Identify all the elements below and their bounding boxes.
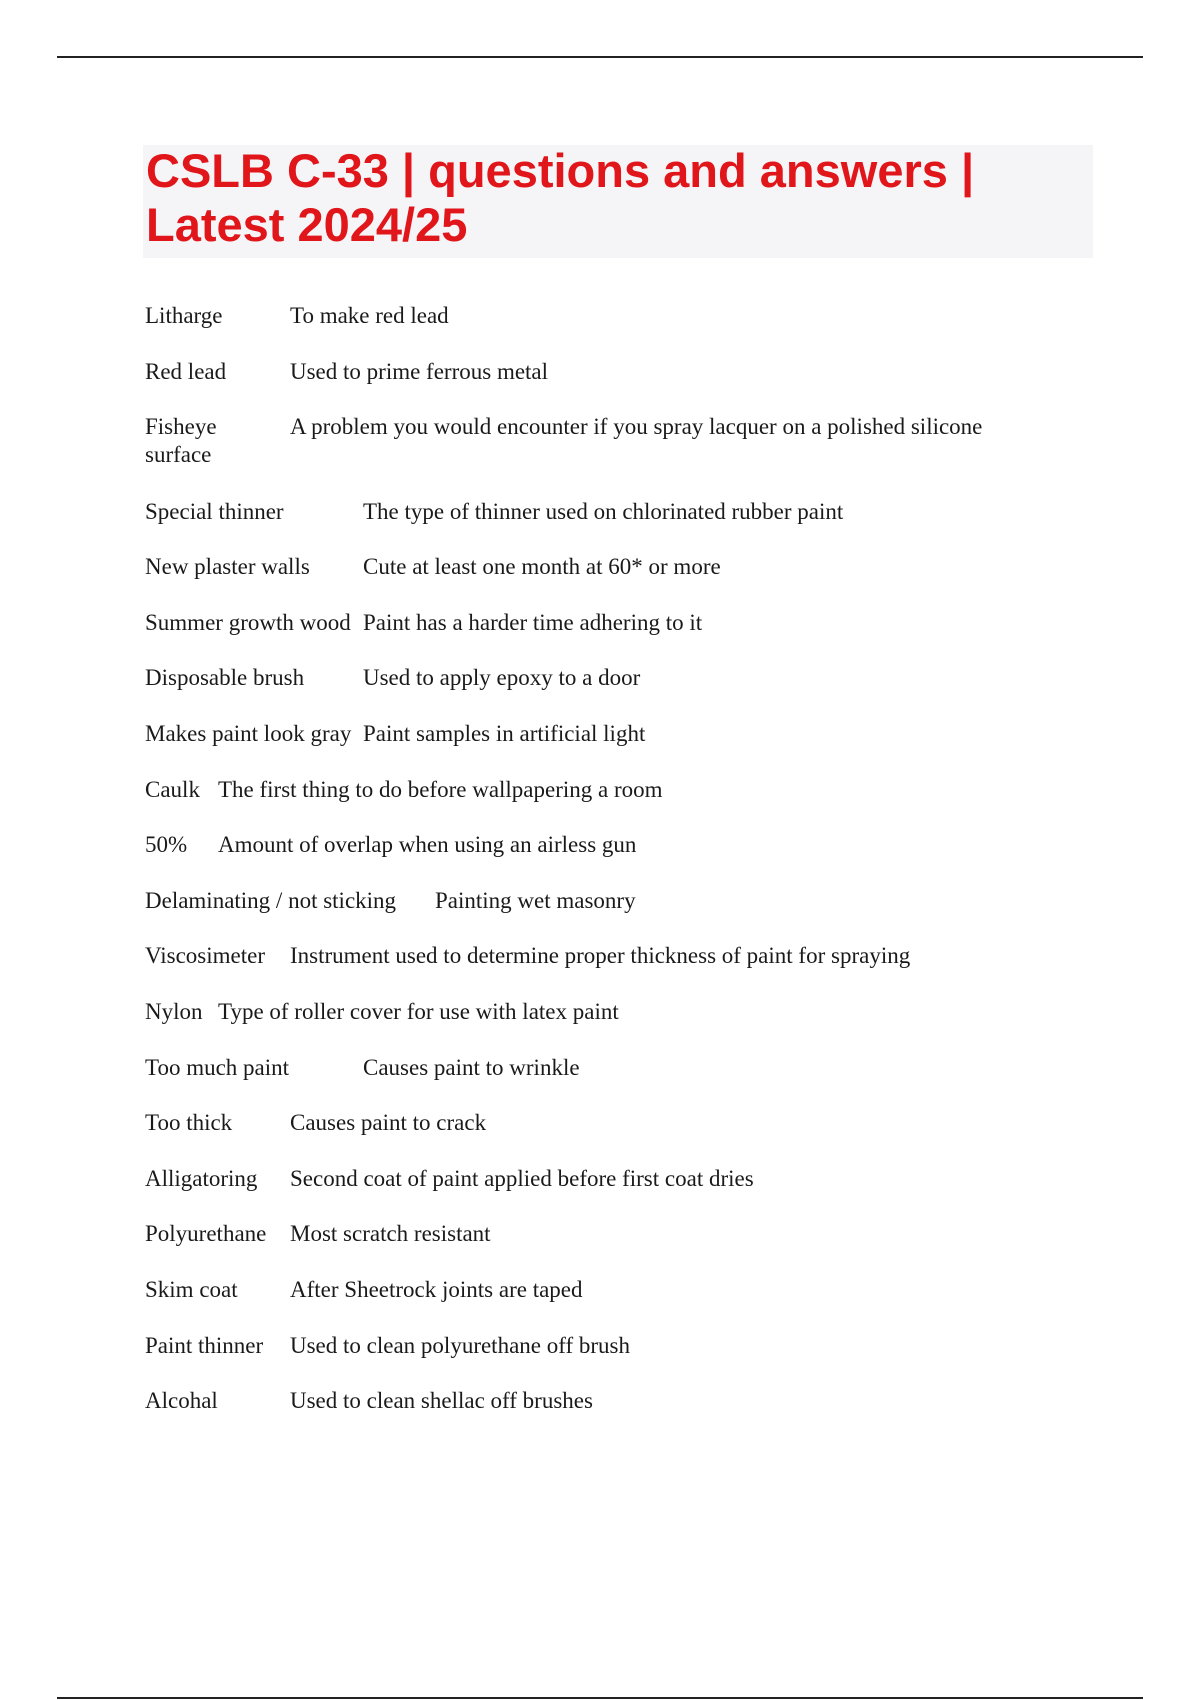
qa-definition: Paint has a harder time adhering to it (363, 610, 703, 635)
qa-definition: The first thing to do before wallpapering a room (218, 777, 663, 802)
qa-term: Polyurethane (145, 1221, 267, 1246)
qa-term: Fisheye (145, 414, 217, 439)
qa-definition: Used to clean shellac off brushes (290, 1388, 593, 1413)
header-rule (57, 56, 1143, 58)
qa-term: Paint thinner (145, 1333, 264, 1358)
qa-definition: Paint samples in artificial light (363, 721, 646, 746)
qa-definition: A problem you would encounter if you spray lacquer on a polished silicone (290, 414, 983, 439)
qa-definition: Used to apply epoxy to a door (363, 665, 641, 690)
qa-term: New plaster walls (145, 554, 310, 579)
qa-term: Nylon (145, 999, 203, 1024)
qa-definition: Used to clean polyurethane off brush (290, 1333, 631, 1358)
qa-term: Too much paint (145, 1055, 290, 1080)
qa-term: Summer growth wood (145, 610, 351, 635)
qa-definition: Used to prime ferrous metal (290, 359, 549, 384)
qa-definition: After Sheetrock joints are taped (290, 1277, 583, 1302)
qa-definition: Causes paint to wrinkle (363, 1055, 580, 1080)
qa-definition: To make red lead (290, 303, 449, 328)
qa-definition: Instrument used to determine proper thickness of paint for spraying (290, 943, 911, 968)
qa-term: Litharge (145, 303, 223, 328)
qa-term: 50% (145, 832, 188, 857)
qa-term: Disposable brush (145, 665, 305, 690)
qa-definition: Amount of overlap when using an airless gun (218, 832, 637, 857)
qa-term: Alcohal (145, 1388, 218, 1413)
qa-term: Skim coat (145, 1277, 238, 1302)
qa-term: Too thick (145, 1110, 233, 1135)
qa-term: Alligatoring (145, 1166, 258, 1191)
qa-definition: Most scratch resistant (290, 1221, 491, 1246)
document-title: CSLB C-33 | questions and answers | Latest 2024/25 (146, 144, 975, 251)
qa-definition: Painting wet masonry (435, 888, 636, 913)
qa-term: Red lead (145, 359, 227, 384)
qa-definition: Causes paint to crack (290, 1110, 487, 1135)
qa-term: Viscosimeter (145, 943, 265, 968)
qa-term: Makes paint look gray (145, 721, 352, 746)
qa-definition: Second coat of paint applied before first coat dries (290, 1166, 754, 1191)
qa-term: Caulk (145, 777, 200, 802)
qa-definition: The type of thinner used on chlorinated rubber paint (363, 499, 844, 524)
qa-definition: Cute at least one month at 60* or more (363, 554, 721, 579)
footer-rule (57, 1697, 1143, 1699)
qa-definition: Type of roller cover for use with latex paint (218, 999, 619, 1024)
qa-term: Special thinner (145, 499, 284, 524)
qa-term-continued: surface (145, 442, 212, 467)
qa-term: Delaminating / not sticking (145, 888, 397, 913)
